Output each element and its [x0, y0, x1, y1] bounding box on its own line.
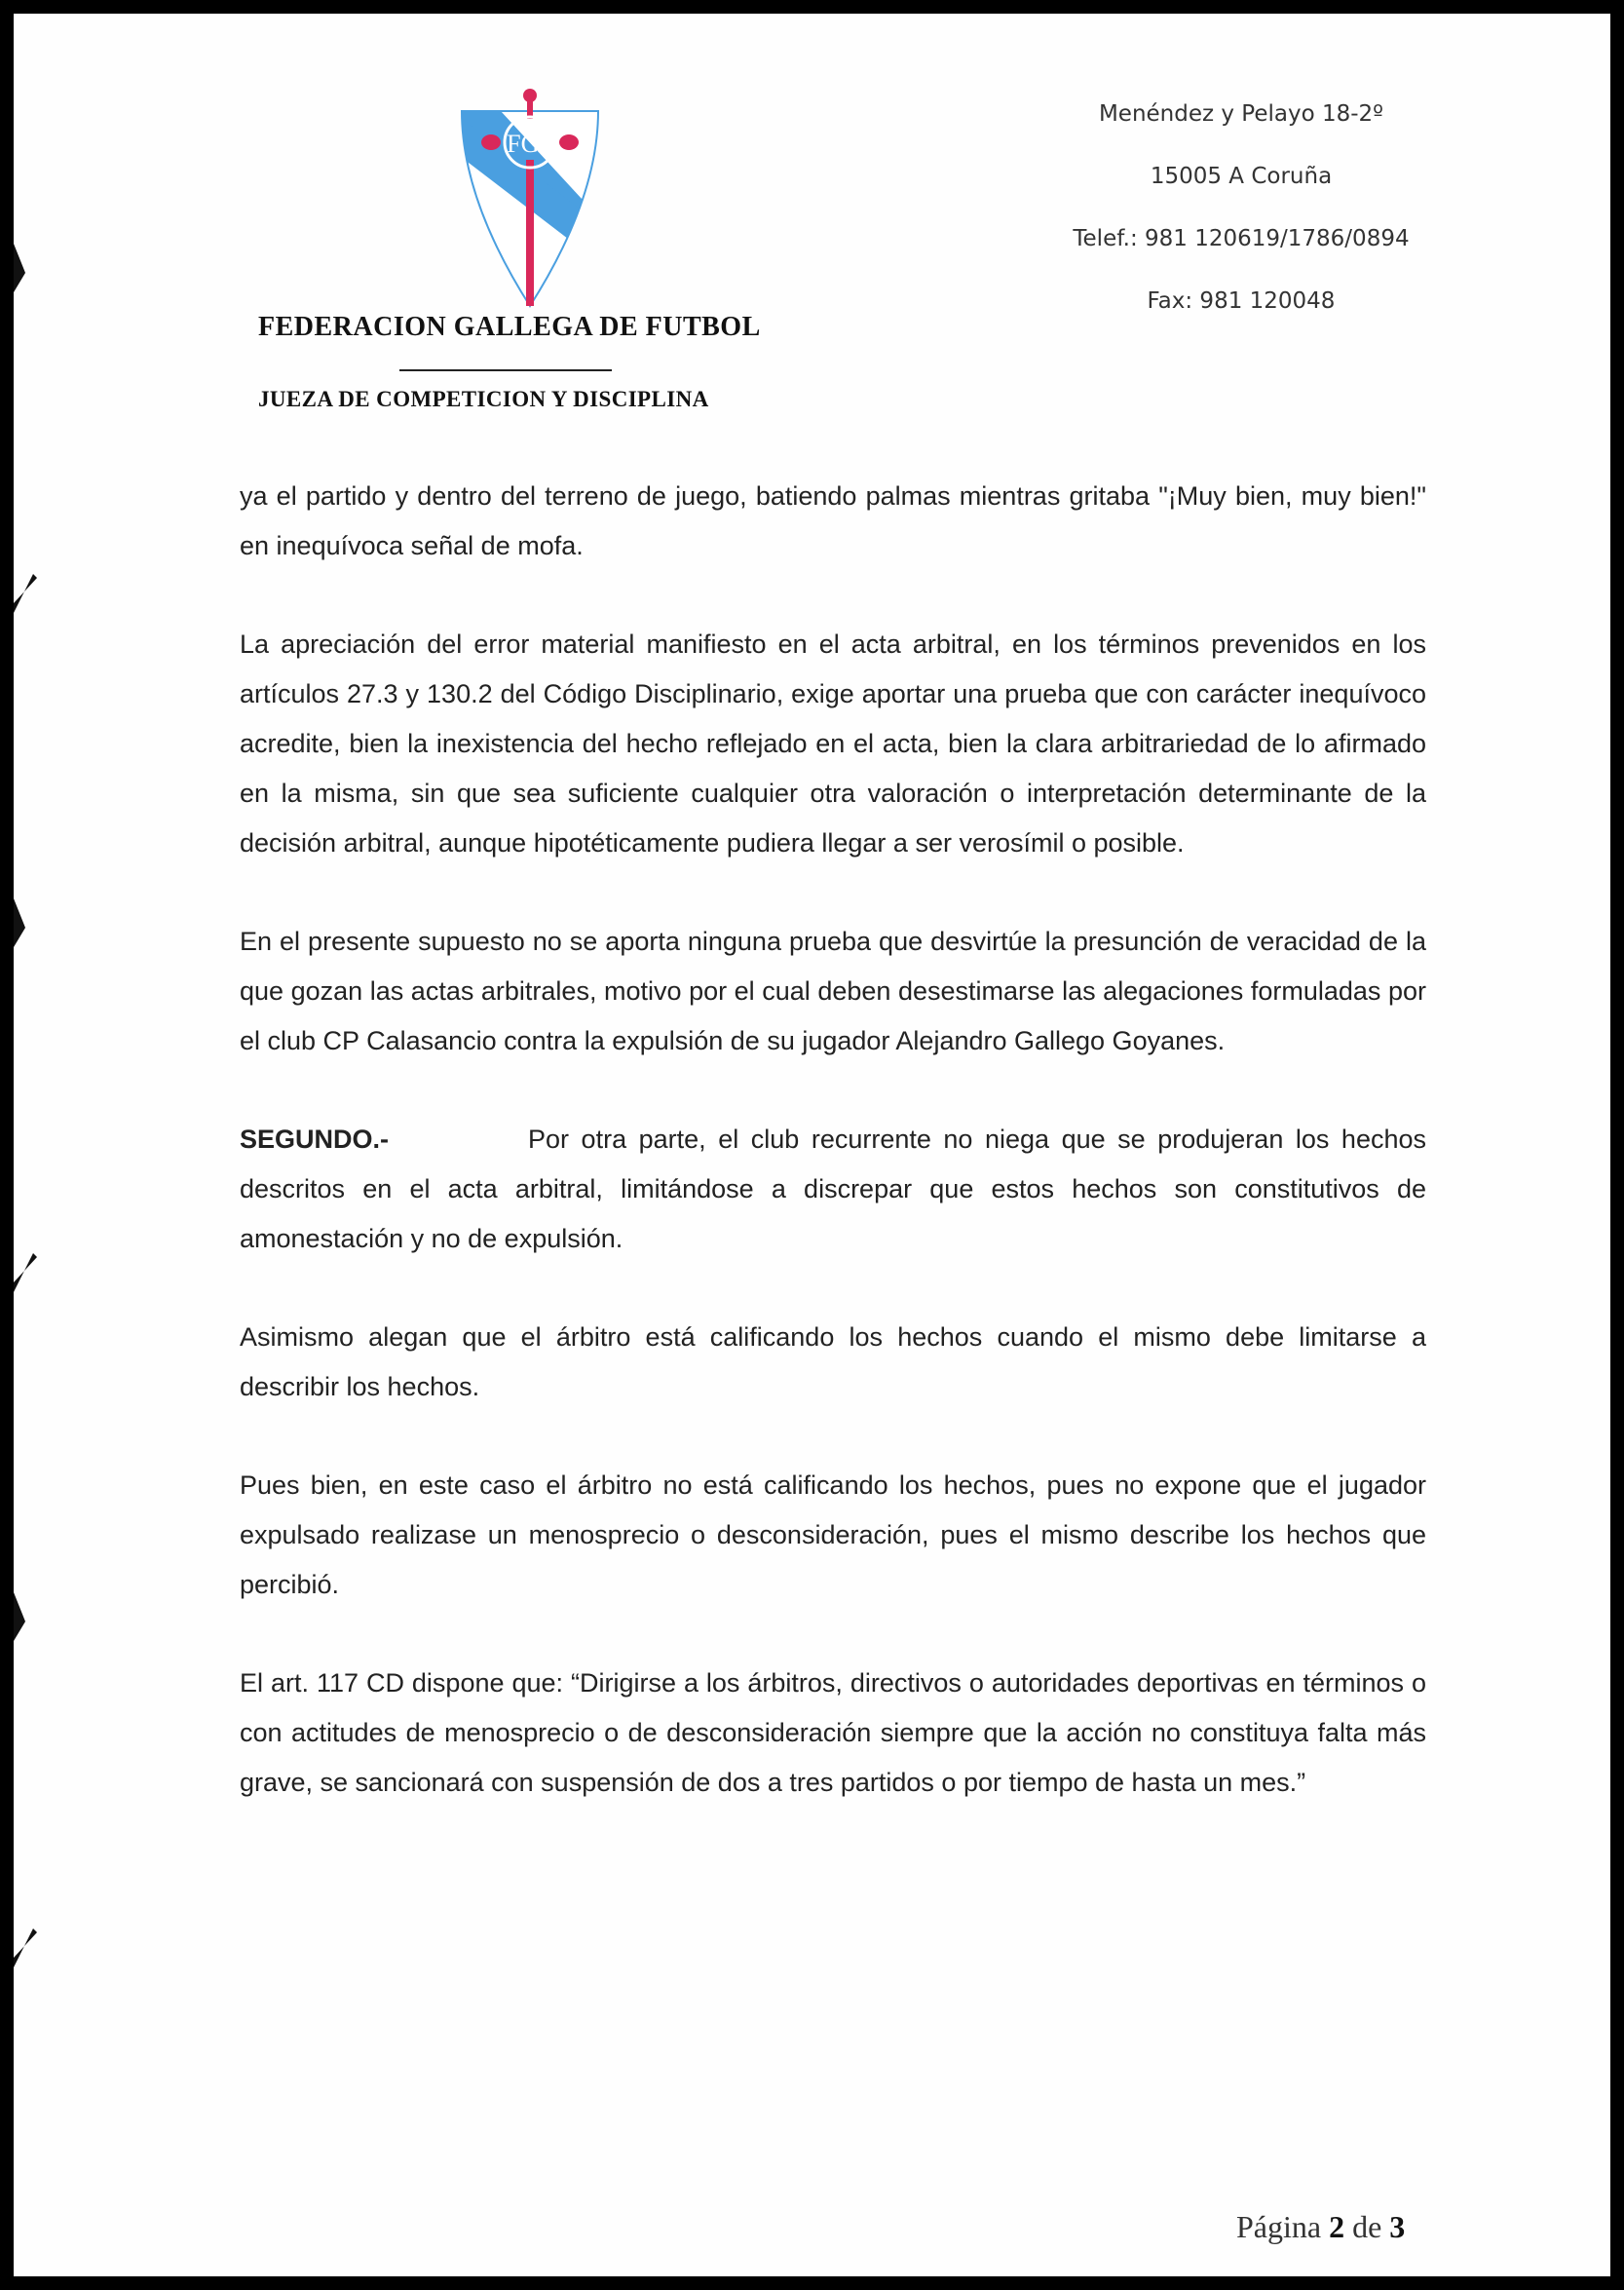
page-total: 3 — [1389, 2209, 1406, 2244]
contact-address: Menéndez y Pelayo 18-2º — [1098, 101, 1384, 127]
paragraph: Pues bien, en este caso el árbitro no está calificando los hechos, pues no expone que el jugador expulsado realizase un menosprecio o desconsideración, pues el mismo describe los hechos que percibió. — [240, 1470, 1426, 1599]
document-page — [14, 14, 1610, 2276]
contact-block — [988, 99, 1494, 349]
paragraph: En el presente supuesto no se aporta ninguna prueba que desvirtúe la presunción de veracidad de la que gozan las actas arbitrales, motivo por el cual deben desestimarse las alegaciones formuladas por el club CP Calasancio contra la expulsión de su jugador Alejandro Gallego Goyanes. — [240, 927, 1426, 1055]
header-divider — [399, 369, 612, 371]
paragraph-segundo — [240, 1115, 1426, 1264]
binding-mark — [14, 1243, 39, 1292]
binding-mark — [14, 1919, 39, 1967]
organization-name: FEDERACION GALLEGA DE FUTBOL — [258, 312, 761, 342]
paragraph-text: Por otra parte, el club recurrente no niega que se produjeran los hechos descritos en el acta arbitral, limitándose a discrepar que estos hechos son constitutivos de amonestación y no de expulsión. — [240, 1125, 1426, 1253]
page-word: Página — [1236, 2209, 1322, 2244]
contact-city: 15005 A Coruña — [1150, 164, 1333, 189]
binding-mark — [14, 244, 39, 292]
paragraph: ya el partido y dentro del terreno de juego, batiendo palmas mientras gritaba "¡Muy bien, muy bien!" en inequívoca señal de mofa. — [240, 481, 1426, 560]
federation-crest-logo — [442, 82, 618, 316]
binding-mark — [14, 1592, 39, 1641]
department-name: JUEZA DE COMPETICION Y DISCIPLINA — [258, 387, 709, 411]
paragraph: El art. 117 CD dispone que: “Dirigirse a los árbitros, directivos o autoridades deportivas en términos o con actitudes de menosprecio o de desconsideración siempre que la acción no constituya falta más grave, se sancionará con suspensión de dos a tres partidos o por tiempo de hasta un mes.” — [240, 1668, 1426, 1797]
page-current: 2 — [1329, 2209, 1345, 2244]
section-heading: SEGUNDO.- — [240, 1125, 390, 1154]
logo-monogram: FGF — [507, 130, 553, 158]
binding-mark — [14, 898, 39, 947]
page-of: de — [1352, 2209, 1382, 2244]
contact-fax: Fax: 981 120048 — [1147, 288, 1336, 314]
document-body — [240, 472, 1426, 1856]
page-number — [1236, 2209, 1405, 2245]
binding-mark — [14, 564, 39, 613]
paragraph: Asimismo alegan que el árbitro está calificando los hechos cuando el mismo debe limitarse a describir los hechos. — [240, 1322, 1426, 1401]
paragraph: La apreciación del error material manifiesto en el acta arbitral, en los términos prevenidos en los artículos 27.3 y 130.2 del Código Disciplinario, exige aportar una prueba que con carácter inequívoco acredite, bien la inexistencia del hecho reflejado en el acta, bien la clara arbitrariedad de lo afirmado en la misma, sin que sea suficiente cualquier otra valoración o interpretación determinante de la decisión arbitral, aunque hipotéticamente pudiera llegar a ser verosímil o posible. — [240, 630, 1426, 858]
contact-phone: Telef.: 981 120619/1786/0894 — [1073, 226, 1410, 251]
